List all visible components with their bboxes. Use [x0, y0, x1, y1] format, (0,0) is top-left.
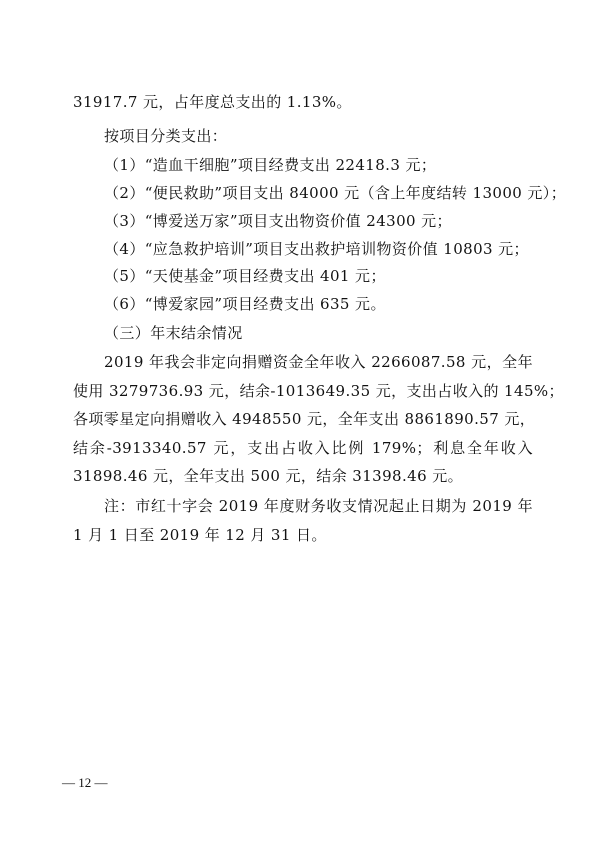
- text-line-11: 使用 3279736.93 元，结余-1013649.35 元，支出占收入的 145%；: [73, 382, 564, 400]
- section-heading: （三）年末结余情况: [104, 324, 243, 342]
- text-line-7: （5）“天使基金”项目经费支出 401 元；: [104, 267, 386, 285]
- text-line-4: （2）“便民救助”项目支出 84000 元（含上年度结转 13000 元）；: [104, 184, 567, 202]
- text-line-5: （3）“博爱送万家”项目支出物资价值 24300 元；: [104, 212, 452, 230]
- note-line-1: 注：市红十字会 2019 年度财务收支情况起止日期为 2019 年: [104, 497, 533, 515]
- text-line-3: （1）“造血干细胞”项目经费支出 22418.3 元；: [104, 156, 437, 174]
- text-line-8: （6）“博爱家园”项目经费支出 635 元。: [104, 295, 386, 313]
- text-line-1: 31917.7 元，占年度总支出的 1.13%。: [73, 93, 352, 111]
- text-line-2: 按项目分类支出：: [104, 127, 228, 145]
- text-line-13: 结余-3913340.57 元，支出占收入比例 179%；利息全年收入: [73, 439, 533, 457]
- text-line-12: 各项零星定向捐赠收入 4948550 元，全年支出 8861890.57 元，: [73, 410, 536, 428]
- text-line-14: 31898.46 元，全年支出 500 元，结余 31398.46 元。: [73, 467, 464, 485]
- text-line-6: （4）“应急救护培训”项目支出救护培训物资价值 10803 元；: [104, 240, 529, 258]
- text-line-10: 2019 年我会非定向捐赠资金全年收入 2266087.58 元，全年: [104, 353, 533, 371]
- page-number: — 12 —: [62, 775, 108, 790]
- note-line-2: 1 月 1 日至 2019 年 12 月 31 日。: [73, 526, 327, 544]
